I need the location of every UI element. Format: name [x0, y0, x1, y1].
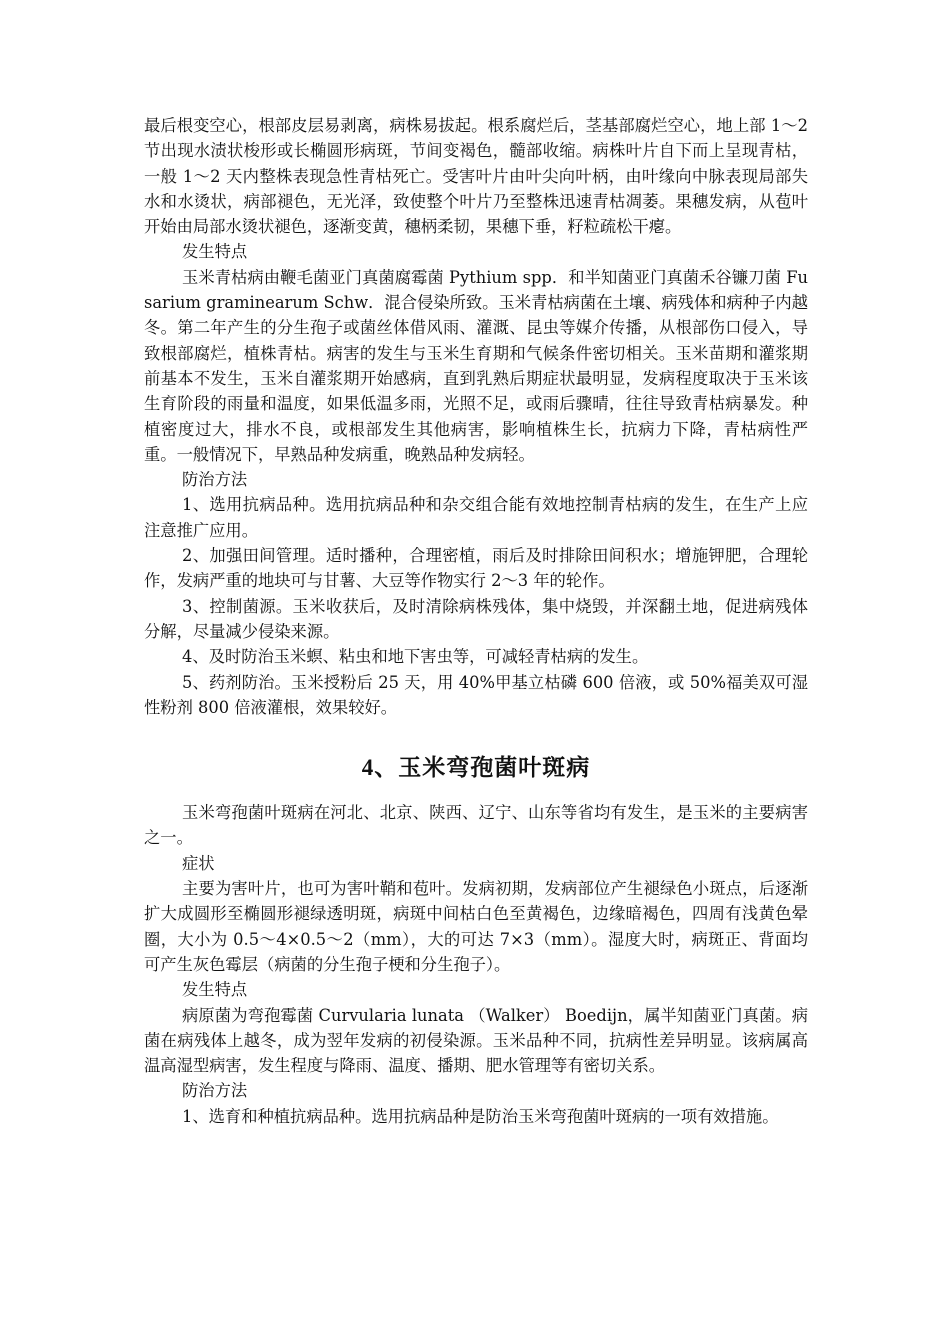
- control-item-3: 3、控制菌源。玉米收获后，及时清除病株残体，集中烧毁，并深翻土地，促进病残体分解，尽量减少侵染来源。: [144, 596, 808, 641]
- control-item-5: 5、药剂防治。玉米授粉后 25 天，用 40%甲基立枯磷 600 倍液，或 50%福美双可湿性粉剂 800 倍液灌根，效果较好。: [144, 672, 808, 717]
- document-page: [144, 113, 808, 1129]
- occurrence-paragraph: 玉米青枯病由鞭毛菌亚门真菌腐霉菌 Pythium spp．和半知菌亚门真菌禾谷镰刀菌 Fusarium graminearum Schw．混合侵染所致。玉米青枯病菌在土壤、病残体和病种子内越冬。第二年产生的分生孢子或菌丝体借风雨、灌溉、昆虫等媒介传播，从根部伤口侵入，导致根部腐烂，植株青枯。病害的发生与玉米生育期和气候条件密切相关。玉米苗期和灌浆期前基本不发生，玉米自灌浆期开始感病，直到乳熟后期症状最明显，发病程度取决于玉米该生育阶段的雨量和温度，如果低温多雨，光照不足，或雨后骤晴，往往导致青枯病暴发。种植密度过大，排水不良，或根部发生其他病害，影响植株生长，抗病力下降，青枯病性严重。一般情况下，早熟品种发病重，晚熟品种发病轻。: [144, 267, 808, 464]
- control-item-2-1: 1、选育和种植抗病品种。选用抗病品种是防治玉米弯孢菌叶斑病的一项有效措施。: [182, 1106, 779, 1126]
- control-heading-2: 防治方法: [182, 1081, 248, 1101]
- control-item-4: 4、及时防治玉米螟、粘虫和地下害虫等，可减轻青枯病的发生。: [182, 647, 649, 667]
- symptom-heading: 症状: [182, 853, 215, 873]
- section-title: [144, 753, 808, 783]
- symptom-paragraph-continued: 最后根变空心，根部皮层易剥离，病株易拔起。根系腐烂后，茎基部腐烂空心，地上部 1～2 节出现水渍状梭形或长椭圆形病斑，节间变褐色，髓部收缩。病株叶片自下而上呈现青枯，一般 1～2 天内整株表现急性青枯死亡。受害叶片由叶尖向叶柄，由叶缘向中脉表现局部失水和水烫状，病部褪色，无光泽，致使整个叶片乃至整株迅速青枯凋萎。果穗发病，从苞叶开始由局部水烫状褪色，逐渐变黄，穗柄柔韧，果穗下垂，籽粒疏松干瘪。: [144, 116, 808, 237]
- occurrence-paragraph-2: 病原菌为弯孢霉菌 Curvularia lunata （Walker） Boedijn，属半知菌亚门真菌。病菌在病残体上越冬，成为翌年发病的初侵染源。玉米品种不同，抗病性差异明显。该病属高温高湿型病害，发生程度与降雨、温度、播期、肥水管理等有密切关系。: [144, 1005, 808, 1076]
- symptom-paragraph: 主要为害叶片，也可为害叶鞘和苞叶。发病初期，发病部位产生褪绿色小斑点，后逐渐扩大成圆形至椭圆形褪绿透明斑，病斑中间枯白色至黄褐色，边缘暗褐色，四周有浅黄色晕圈，大小为 0.5～4×0.5～2（mm），大的可达 7×3（mm）。湿度大时，病斑正、背面均可产生灰色霉层（病菌的分生孢子梗和分生孢子）。: [144, 879, 808, 974]
- section-title-number: 4: [361, 755, 375, 781]
- control-heading: 防治方法: [182, 470, 248, 490]
- section-title-text: 、玉米弯孢菌叶斑病: [374, 754, 591, 782]
- control-item-1: 1、选用抗病品种。选用抗病品种和杂交组合能有效地控制青枯病的发生，在生产上应注意推广应用。: [144, 495, 808, 540]
- disease-intro-paragraph: 玉米弯孢菌叶斑病在河北、北京、陕西、辽宁、山东等省均有发生，是玉米的主要病害之一。: [144, 803, 808, 848]
- control-item-2: 2、加强田间管理。适时播种，合理密植，雨后及时排除田间积水；增施钾肥，合理轮作，发病严重的地块可与甘薯、大豆等作物实行 2～3 年的轮作。: [144, 546, 808, 591]
- occurrence-heading: 发生特点: [182, 242, 248, 262]
- occurrence-heading-2: 发生特点: [182, 980, 248, 1000]
